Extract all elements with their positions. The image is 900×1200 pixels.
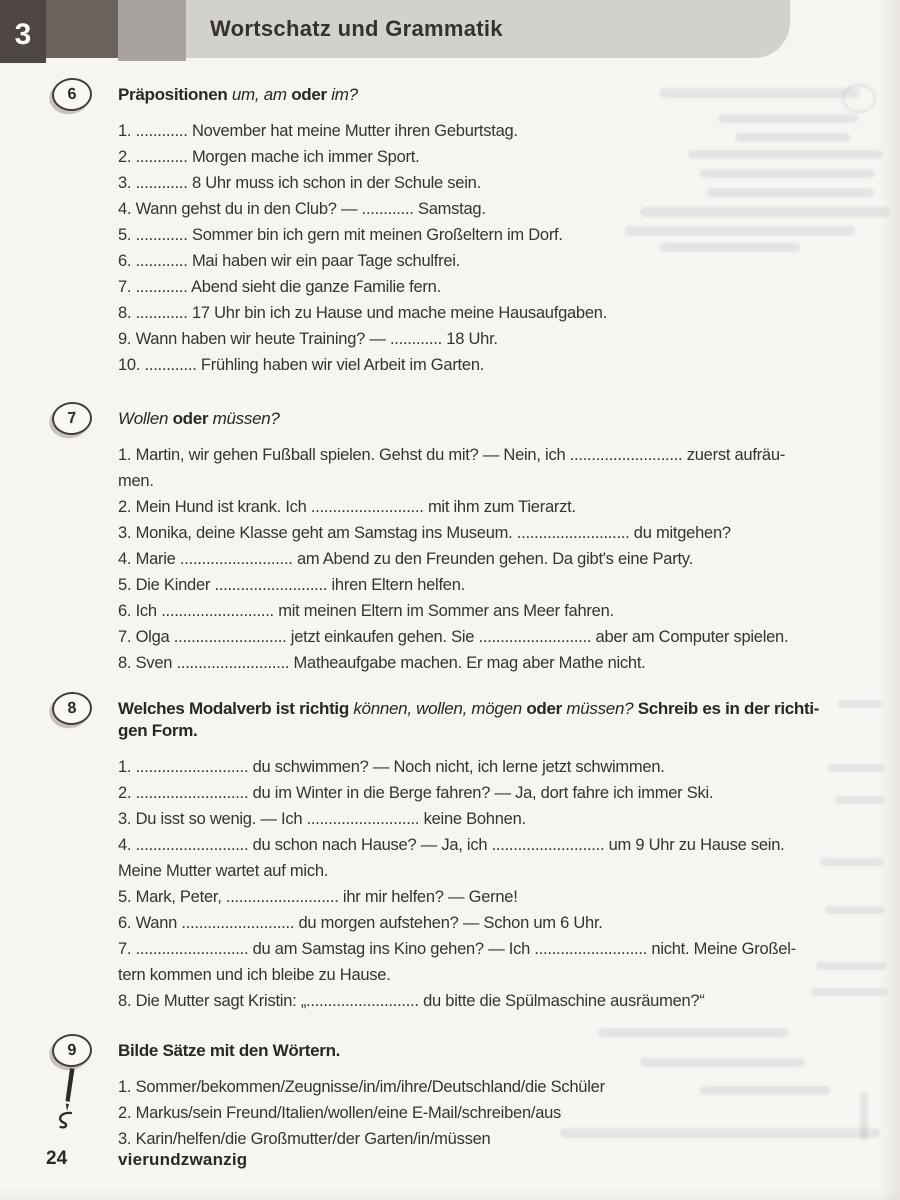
title-segment: oder (526, 699, 567, 718)
exercise-number-badge: 6 (51, 77, 93, 113)
header-bar (186, 0, 790, 58)
exercise-item-line: 4. .......................... du schon nach Hause? — Ja, ich .......................... um 9 Uhr zu Hause sein. (118, 836, 785, 854)
exercise-item-line: 9. Wann haben wir heute Training? — ............ 18 Uhr. (118, 330, 498, 348)
title-segment: um, am (231, 85, 292, 104)
exercise-item-line: 6. Wann .......................... du morgen aufstehen? — Schon um 6 Uhr. (118, 914, 603, 932)
exercise-item-line: 8. Sven .......................... Matheaufgabe machen. Er mag aber Mathe nicht. (118, 654, 646, 672)
exercise-items (118, 442, 882, 676)
exercise-item-line: Meine Mutter wartet auf mich. (118, 862, 329, 880)
title-segment: müssen? (566, 699, 634, 718)
exercise-item-line: 1. Sommer/bekommen/Zeugnisse/in/im/ihre/Deutschland/die Schüler (118, 1078, 605, 1096)
exercise-item-line: 3. Karin/helfen/die Großmutter/der Garten/in/müssen (118, 1130, 491, 1148)
exercise-item-line: 2. Markus/sein Freund/Italien/wollen/eine E-Mail/schreiben/aus (118, 1104, 562, 1122)
exercise-title-line (118, 720, 882, 742)
scan-edge-shadow (0, 1186, 900, 1200)
page-number: 24 (46, 1148, 68, 1169)
title-segment: Welches Modalverb ist richtig (118, 699, 354, 718)
exercise-title-line (118, 84, 882, 106)
title-segment: müssen? (212, 409, 280, 428)
exercise-title (118, 698, 882, 742)
page-number-word: vierundzwanzig (118, 1150, 248, 1169)
title-segment: Schreib es in der richti- (633, 699, 820, 718)
unit-tab (0, 0, 46, 63)
exercise-item-line: 6. ............ Mai haben wir ein paar Tage schulfrei. (118, 252, 461, 270)
header-band-dark (46, 0, 118, 58)
page-title: Wortschatz und Grammatik (210, 16, 503, 41)
exercise-title (118, 408, 882, 430)
exercise-items (118, 754, 882, 1014)
pencil-icon (54, 1066, 84, 1130)
exercise-6 (66, 84, 882, 378)
exercise-item-line: 10. ............ Frühling haben wir viel Arbeit im Garten. (118, 356, 485, 374)
exercise-items (118, 118, 882, 378)
exercise-item-line: 7. ............ Abend sieht die ganze Familie fern. (118, 278, 441, 296)
exercise-item-line: 2. ............ Morgen mache ich immer Sport. (118, 148, 420, 166)
title-segment: können, wollen, mögen (353, 699, 527, 718)
exercise-number-badge: 7 (51, 401, 93, 437)
exercise-title-line (118, 1040, 882, 1062)
exercise-title (118, 1040, 882, 1062)
exercise-item-line: 3. Du isst so wenig. — Ich .......................... keine Bohnen. (118, 810, 526, 828)
exercise-item-line: men. (118, 472, 154, 490)
title-segment: oder (291, 85, 332, 104)
exercise-item-line: 1. ............ November hat meine Mutter ihren Geburtstag. (118, 122, 518, 140)
scan-edge-shadow (880, 0, 900, 1200)
exercise-8 (66, 698, 882, 1014)
exercise-item-line: 2. .......................... du im Winter in die Berge fahren? — Ja, dort fahre ich immer Ski. (118, 784, 714, 802)
exercise-item-line: 1. Martin, wir gehen Fußball spielen. Gehst du mit? — Nein, ich .......................... zuerst aufräu- (118, 446, 786, 464)
exercise-item-line: 7. .......................... du am Samstag ins Kino gehen? — Ich .......................... nicht. Meine Großel- (118, 940, 796, 958)
title-segment: gen Form. (118, 721, 198, 740)
exercise-title (118, 84, 882, 106)
exercise-item-line: 7. Olga .......................... jetzt einkaufen gehen. Sie .......................... aber am Computer spielen. (118, 628, 789, 646)
title-segment: oder (172, 409, 213, 428)
exercise-item-line: 6. Ich .......................... mit meinen Eltern im Sommer ans Meer fahren. (118, 602, 614, 620)
exercise-title-line (118, 698, 882, 720)
bleedthrough-smudge (598, 1028, 788, 1037)
unit-number: 3 (14, 17, 32, 51)
exercise-items (118, 1074, 882, 1152)
exercise-item-line: 8. ............ 17 Uhr bin ich zu Hause und mache meine Hausaufgaben. (118, 304, 608, 322)
exercise-item-line: 4. Marie .......................... am Abend zu den Freunden gehen. Da gibt's eine Party. (118, 550, 693, 568)
exercise-number-badge: 9 (51, 1033, 93, 1069)
exercise-item-line: 3. ............ 8 Uhr muss ich schon in der Schule sein. (118, 174, 481, 192)
exercise-9 (66, 1040, 882, 1152)
exercise-item-line: 8. Die Mutter sagt Kristin: „.......................... du bitte die Spülmaschine ausräumen?“ (118, 992, 705, 1010)
exercise-item-line: 1. .......................... du schwimmen? — Noch nicht, ich lerne jetzt schwimmen. (118, 758, 665, 776)
exercise-7 (66, 408, 882, 676)
title-segment: Präpositionen (118, 85, 232, 104)
header-band-light (118, 0, 186, 61)
title-segment: im? (331, 85, 358, 104)
exercise-item-line: 3. Monika, deine Klasse geht am Samstag ins Museum. .......................... du mitgehen? (118, 524, 731, 542)
exercise-item-line: tern kommen und ich bleibe zu Hause. (118, 966, 391, 984)
exercise-item-line: 5. ............ Sommer bin ich gern mit meinen Großeltern im Dorf. (118, 226, 563, 244)
title-segment: Bilde Sätze mit den Wörtern. (118, 1041, 341, 1060)
exercise-title-line (118, 408, 882, 430)
title-segment: Wollen (118, 409, 173, 428)
exercise-item-line: 2. Mein Hund ist krank. Ich .......................... mit ihm zum Tierarzt. (118, 498, 576, 516)
exercise-item-line: 4. Wann gehst du in den Club? — ............ Samstag. (118, 200, 486, 218)
exercise-item-line: 5. Mark, Peter, .......................... ihr mir helfen? — Gerne! (118, 888, 518, 906)
exercise-item-line: 5. Die Kinder .......................... ihren Eltern helfen. (118, 576, 465, 594)
page-footer (46, 1148, 546, 1172)
exercise-number-badge: 8 (51, 691, 93, 727)
